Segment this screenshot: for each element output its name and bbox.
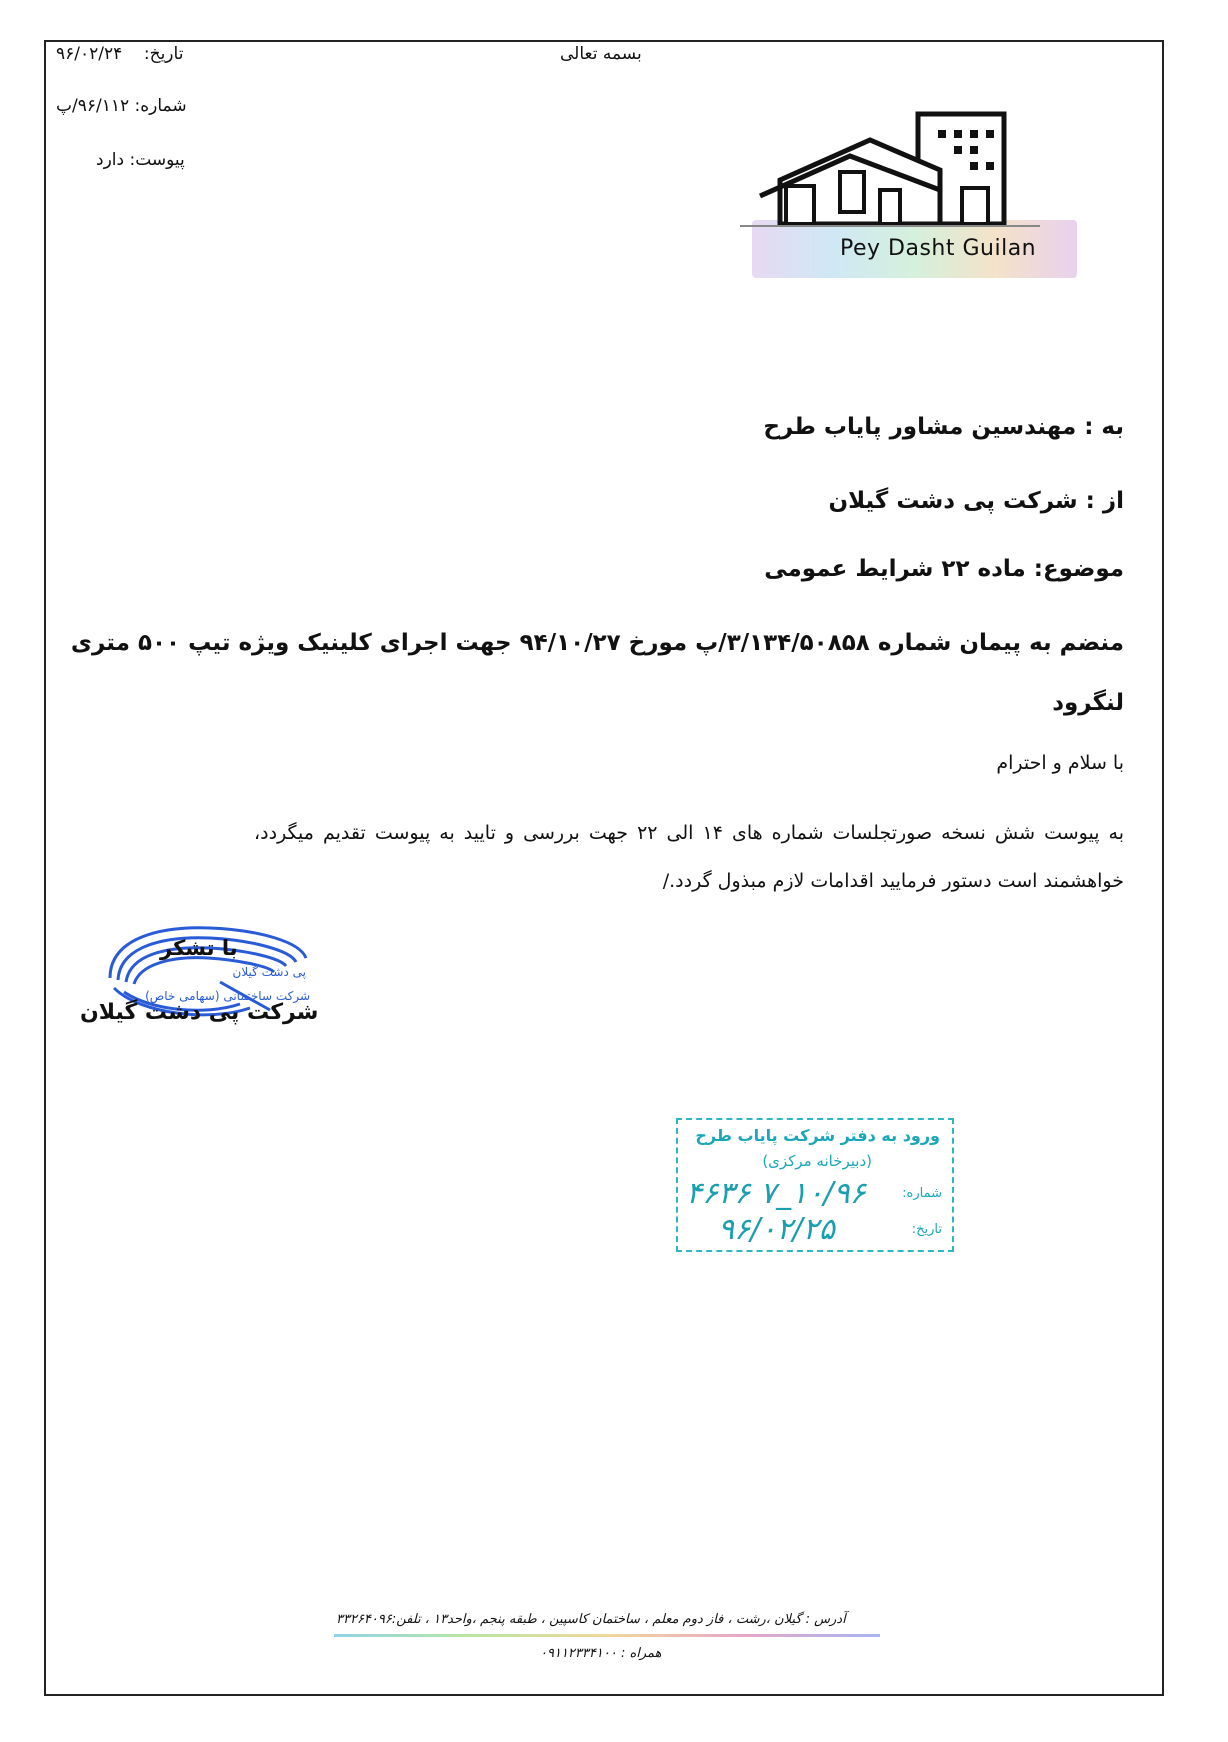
number-value: ۹۶/۱۱۲/پ xyxy=(56,96,130,116)
closing-thanks: با تشکر xyxy=(160,936,238,960)
sender-line: از : شرکت پی دشت گیلان xyxy=(828,488,1124,514)
attachment-label: پیوست: xyxy=(129,150,185,170)
contract-reference-line-2: لنگرود xyxy=(1052,690,1124,716)
body-paragraph-line-2: خواهشمند است دستور فرمایید اقدامات لازم مبذول گردد./ xyxy=(662,870,1124,892)
date-value: ۹۶/۰۲/۲۴ xyxy=(56,44,123,64)
receipt-date-value: ۹۶/۰۲/۲۵ xyxy=(718,1212,835,1247)
basmala-heading: بسمه تعالی xyxy=(560,44,642,64)
number-row xyxy=(56,96,187,116)
subject-line: موضوع: ماده ۲۲ شرایط عمومی xyxy=(764,556,1124,582)
company-logo xyxy=(740,110,1085,290)
buildings-icon xyxy=(740,110,1085,290)
receipt-stamp-title: ورود به دفتر شرکت پایاب طرح xyxy=(695,1126,940,1145)
recipient-line: به : مهندسین مشاور پایاب طرح xyxy=(763,414,1124,440)
signer-company: شرکت پی دشت گیلان xyxy=(80,1000,319,1025)
receipt-number-label: شماره: xyxy=(902,1186,942,1201)
footer-mobile: همراه : ۰۹۱۱۲۳۳۴۱۰۰ xyxy=(540,1646,662,1661)
contract-reference-line-1: منضم به پیمان شماره ۳/۱۳۴/۵۰۸۵۸/پ مورخ ۹۴/۱۰/۲۷ جهت اجرای کلینیک ویژه تیپ ۵۰۰ متری xyxy=(70,630,1124,656)
attachment-row xyxy=(96,150,185,170)
footer-divider xyxy=(334,1634,880,1637)
date-label: تاریخ: xyxy=(143,44,184,64)
greeting: با سلام و احترام xyxy=(996,752,1124,774)
company-stamp-text-1: پی دشت گیلان xyxy=(232,965,306,979)
body-paragraph-line-1: به پیوست شش نسخه صورتجلسات شماره های ۱۴ الی ۲۲ جهت بررسی و تایید به پیوست تقدیم میگردد، xyxy=(254,822,1124,844)
receipt-date-label: تاریخ: xyxy=(911,1222,942,1237)
receipt-stamp-subtitle: (دبیرخانه مرکزی) xyxy=(762,1152,872,1170)
attachment-value: دارد xyxy=(96,150,125,170)
receipt-number-value: ۱۰/۹۶_۷ ۴۶۳۶ xyxy=(686,1176,866,1211)
receipt-stamp xyxy=(676,1118,954,1252)
logo-text: Pey Dasht Guilan xyxy=(840,236,1037,261)
number-label: شماره: xyxy=(134,96,187,116)
footer-address: آدرس : گیلان ،رشت ، فاز دوم معلم ، ساختمان کاسپین ، طبقه پنجم ،واحد۱۳ ، تلفن:۳۳۲۶۴۰۹۶ xyxy=(336,1612,846,1627)
date-row xyxy=(56,44,183,64)
company-stamp-text-2: شرکت ساختمانی (سهامی خاص) xyxy=(145,989,310,1003)
